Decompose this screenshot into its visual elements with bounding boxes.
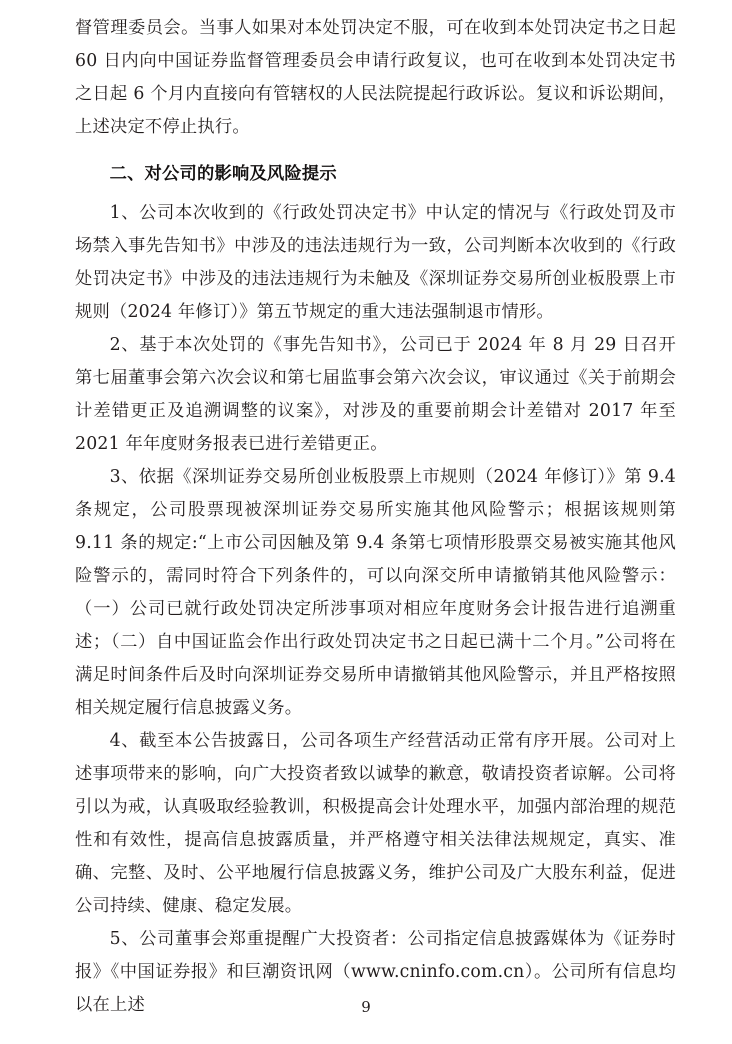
continuation-paragraph: 督管理委员会。当事人如果对本处罚决定不服，可在收到本处罚决定书之日起 60 日内向中国证券监督管理委员会申请行政复议，也可在收到本处罚决定书之日起 6 个月内直接向有管辖权的人民法院提起行政诉讼。复议和诉讼期间，上述决定不停止执行。 — [75, 18, 676, 137]
body-paragraph-1: 1、公司本次收到的《行政处罚决定书》中认定的情况与《行政处罚及市场禁入事先告知书》中涉及的违法违规行为一致，公司判断本次收到的《行政处罚决定书》中涉及的违法违规行为未触及《深圳证券交易所创业板股票上市规则（2024 年修订）》第五节规定的重大违法强制退市情形。 — [75, 203, 676, 322]
body-paragraph-4: 4、截至本公告披露日，公司各项生产经营活动正常有序开展。公司对上述事项带来的影响，向广大投资者致以诚挚的歉意，敬请投资者谅解。公司将引以为戒，认真吸取经验教训，积极提高会计处理水平，加强内部治理的规范性和有效性，提高信息披露质量，并严格遵守相关法律法规规定，真实、准确、完整、及时、公平地履行信息披露义务，维护公司及广大股东利益，促进公司持续、健康、稳定发展。 — [75, 731, 676, 916]
body-paragraph-5: 5、公司董事会郑重提醒广大投资者：公司指定信息披露媒体为《证券时报》《中国证券报》和巨潮资讯网（www.cninfo.com.cn）。公司所有信息均以在上述 — [75, 929, 676, 1015]
body-paragraph-3: 3、依据《深圳证券交易所创业板股票上市规则（2024 年修订）》第 9.4 条规定，公司股票现被深圳证券交易所实施其他风险警示；根据该规则第 9.11 条的规定:“上市公司因触及第 9.4 条第七项情形股票交易被实施其他风险警示的，需同时符合下列条件的，可以向深交所申请撤销其他风险警示：（一）公司已就行政处罚决定所涉事项对相应年度财务会计报告进行追溯重述；（二）自中国证监会作出行政处罚决定书之日起已满十二个月。”公司将在满足时间条件后及时向深圳证券交易所申请撤销其他风险警示，并且严格按照相关规定履行信息披露义务。 — [75, 467, 676, 718]
page-number: 9 — [361, 998, 371, 1016]
section-heading: 二、对公司的影响及风险提示 — [109, 164, 337, 184]
body-paragraph-2: 2、基于本次处罚的《事先告知书》，公司已于 2024 年 8 月 29 日召开第七届董事会第六次会议和第七届监事会第六次会议，审议通过《关于前期会计差错更正及追溯调整的议案》，对涉及的重要前期会计差错对 2017 年至 2021 年年度财务报表已进行差错更正。 — [75, 335, 676, 454]
